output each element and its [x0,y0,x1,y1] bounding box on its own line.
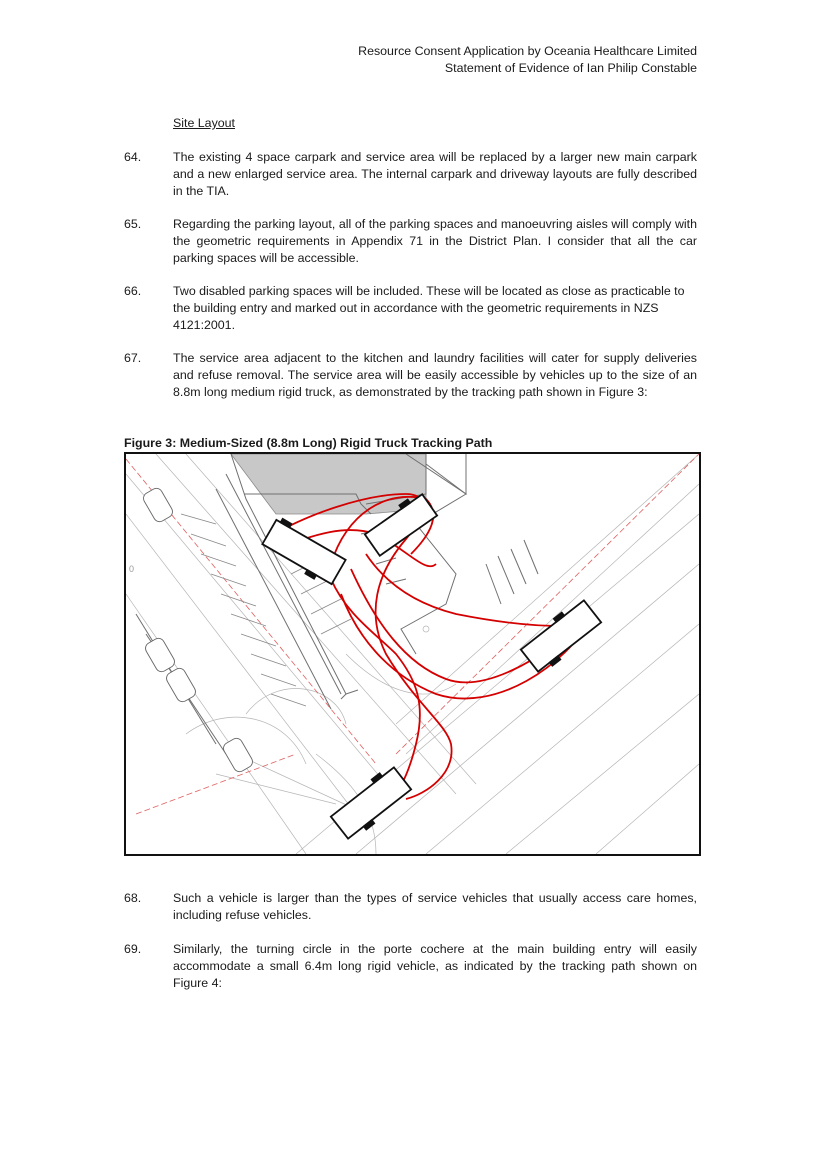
paragraph-text: The existing 4 space carpark and service area will be replaced by a larger new main carpark and a new enlarged service area. The internal carpark and driveway layouts are fully described in the TIA. [173,150,697,198]
tracking-path-figure [124,452,701,856]
paragraph-65 [124,216,697,267]
paragraph-number: 66. [124,284,142,298]
paragraph-69 [124,941,697,992]
paragraph-text: Such a vehicle is larger than the types of service vehicles that usually access care homes, including refuse vehicles. [173,891,697,922]
paragraph-text: Two disabled parking spaces will be included. These will be located as close as practicable to the building entry and marked out in accordance with the geometric requirements in NZS 4121:2001. [173,284,685,332]
paragraph-text: Similarly, the turning circle in the porte cochere at the main building entry will easily accommodate a small 6.4m long rigid vehicle, as indicated by the tracking path shown on Figure 4: [173,942,697,990]
truck-position-3 [518,597,603,675]
paragraph-66 [124,283,697,334]
figure-caption: Figure 3: Medium-Sized (8.8m Long) Rigid Truck Tracking Path [124,436,493,450]
paragraph-number: 64. [124,150,142,164]
paragraph-text: Regarding the parking layout, all of the parking spaces and manoeuvring aisles will comply with the geometric requirements in Appendix 71 in the District Plan. I consider that all the car parking spaces will be accessible. [173,217,697,265]
site-plan-drawing [126,454,699,854]
building-footprint [231,454,426,514]
paragraph-number: 68. [124,891,142,905]
document-header [358,43,697,77]
paragraph-67 [124,350,697,401]
paragraph-68 [124,890,697,924]
paragraph-64 [124,149,697,200]
header-line-2: Statement of Evidence of Ian Philip Constable [444,61,697,75]
paragraph-number: 67. [124,351,142,365]
paragraph-number: 65. [124,217,142,231]
paragraph-number: 69. [124,942,142,956]
drawing-edge-label: 0 [129,564,135,574]
header-line-1: Resource Consent Application by Oceania Healthcare Limited [358,44,697,58]
section-heading: Site Layout [173,116,235,130]
paragraph-text: The service area adjacent to the kitchen and laundry facilities will cater for supply deliveries and refuse removal. The service area will be easily accessible by vehicles up to the size of an 8.8m long medium rigid truck, as demonstrated by the tracking path shown in Figure 3: [173,351,697,399]
parked-cars [141,486,254,774]
